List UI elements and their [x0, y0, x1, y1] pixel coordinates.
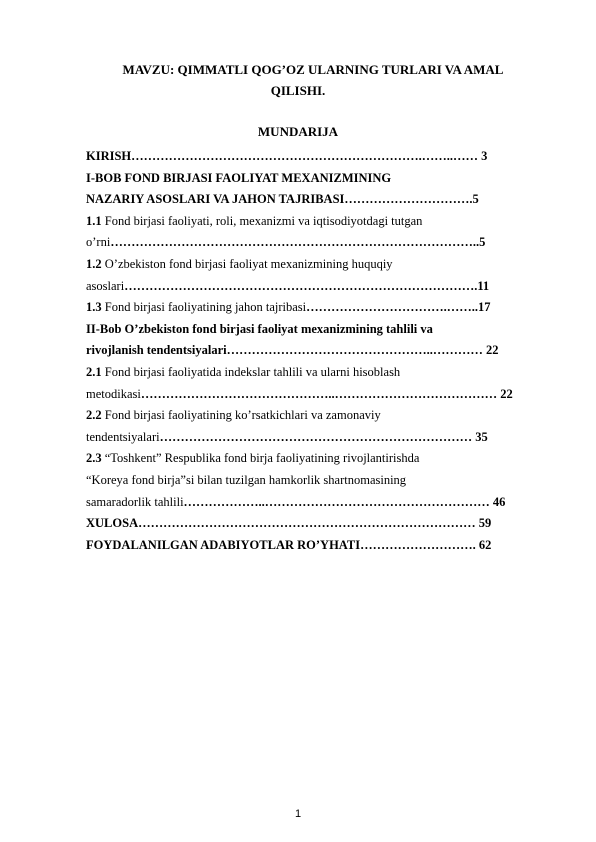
toc-line-text: o’rni	[86, 235, 111, 250]
toc-line-text: Fond birjasi faoliyatining jahon tajribasi	[101, 300, 307, 315]
toc-line-bold-text: 1.3	[86, 300, 102, 315]
toc-line-page: 3	[481, 149, 488, 163]
toc-line	[86, 340, 536, 362]
toc-line-text: Fond birjasi faoliyatining ko’rsatkichlari va zamonaviy	[101, 408, 381, 423]
toc-line-dots: ……………………………………………………………………………..	[110, 235, 480, 250]
toc-line-text: asoslari	[86, 278, 125, 293]
toc-line-dots: ………………………………………..…………………………………	[140, 386, 501, 401]
toc-line-bold-text: 2.1	[86, 364, 102, 379]
toc-line-bold-text: II-Bob O’zbekiston fond birjasi faoliyat mexanizmining tahlili va	[86, 321, 433, 336]
toc-line-text: samaradorlik tahlili	[86, 494, 184, 509]
toc-line	[86, 254, 536, 276]
toc-line-dots: …………………………………………………………………	[159, 429, 476, 444]
toc-line-text: Fond birjasi faoliyati, roli, mexanizmi va iqtisodiyotdagi tutgan	[101, 213, 423, 228]
topic-title-line-2: QILISHI.	[270, 83, 326, 98]
toc-line-text: O’zbekiston fond birjasi faoliyat mexanizmining huquqiy	[101, 256, 393, 271]
toc-line-dots: ……………………….	[360, 537, 479, 552]
toc-line	[86, 535, 536, 557]
toc-line-dots: …………………………………………..…………	[226, 343, 487, 358]
toc-line-page: 17	[477, 300, 491, 315]
toc-line-bold-text: KIRISH	[86, 149, 132, 163]
toc-line	[86, 189, 536, 211]
toc-line-dots: ………………………….	[344, 192, 473, 207]
toc-line	[86, 513, 536, 535]
toc-line-bold-text: XULOSA	[86, 516, 139, 531]
toc-line-bold-text: 1.1	[86, 213, 102, 228]
page-number: 1	[294, 808, 302, 820]
toc-line-dots: ………………………………………………………………………	[138, 516, 479, 531]
toc-line	[86, 168, 536, 190]
table-of-contents	[86, 146, 536, 556]
toc-line-text: “Toshkent” Respublika fond birja faoliyatining rivojlantirishda	[101, 451, 420, 466]
toc-line-dots: …………………………….……..	[306, 300, 478, 315]
toc-line	[86, 297, 536, 319]
toc-line-page: 59	[478, 516, 492, 531]
toc-line-text: metodikasi	[86, 386, 141, 401]
toc-line-bold-text: I-BOB FOND BIRJASI FAOLIYAT MEXANIZMINING	[86, 170, 392, 185]
toc-line	[86, 492, 536, 514]
toc-line-dots: ………………………………………………………………………….	[124, 278, 478, 293]
toc-line	[86, 384, 536, 406]
toc-line	[86, 211, 536, 233]
toc-line	[86, 319, 536, 341]
toc-line-text: tendentsiyalari	[86, 429, 160, 444]
toc-line	[86, 362, 536, 384]
toc-line-bold-text: rivojlanish tendentsiyalari	[86, 343, 227, 358]
toc-line-bold-text: FOYDALANILGAN ADABIYOTLAR RO’YHATI	[86, 537, 361, 552]
toc-line-page: 46	[492, 494, 506, 509]
toc-line-bold-text: 2.2	[86, 408, 102, 423]
toc-line-page: 11	[477, 278, 490, 293]
toc-line-dots: …………………………………………………………….……..……	[131, 149, 482, 163]
toc-line-page: 5	[479, 235, 486, 250]
toc-line-bold-text: 2.3	[86, 451, 102, 466]
toc-line-page: 22	[486, 343, 499, 358]
toc-line-dots: ………………..………………………………………………	[183, 494, 493, 509]
toc-line	[86, 470, 536, 492]
toc-line-text: Fond birjasi faoliyatida indekslar tahlili va ularni hisoblash	[101, 364, 401, 379]
toc-line	[86, 146, 536, 168]
toc-line-page: 35	[475, 429, 488, 444]
toc-line-page: 5	[472, 192, 479, 207]
topic-title-line-1: MAVZU: QIMMATLI QOG’OZ ULARNING TURLARI VA AMAL	[122, 62, 504, 77]
toc-line-page: 62	[478, 537, 492, 552]
toc-line	[86, 405, 536, 427]
toc-line-text: “Koreya fond birja”si bilan tuzilgan hamkorlik shartnomasining	[86, 472, 407, 487]
toc-heading: MUNDARIJA	[257, 124, 339, 139]
toc-line-page: 22	[500, 386, 513, 401]
toc-line	[86, 232, 536, 254]
toc-line-bold-text: 1.2	[86, 256, 102, 271]
toc-line-bold-text: NAZARIY ASOSLARI VA JAHON TAJRIBASI	[86, 192, 345, 207]
toc-line	[86, 427, 536, 449]
toc-line	[86, 448, 536, 470]
toc-line	[86, 276, 536, 298]
